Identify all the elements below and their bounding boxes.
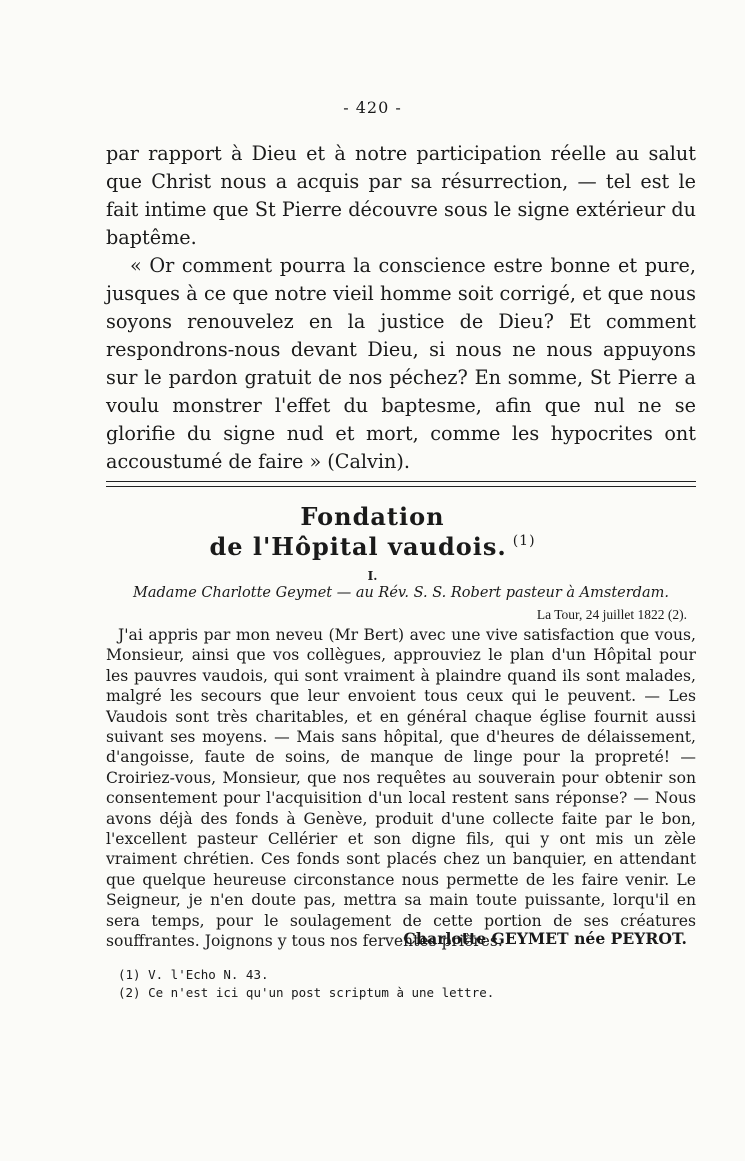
- divider: [106, 481, 696, 482]
- letter-paragraph: J'ai appris par mon neveu (Mr Bert) avec une vive satisfaction que vous, Monsieur, ainsi que vos collègues, approuviez le plan d'un Hôpital pour les pauvres vaudois, qui sont vraiment à plaindre quand ils sont malades, malgré les secours que leur envoient tous ceux qui le peuvent. — Les Vaudois sont très charitables, et en général chaque église fournit aussi suivant ses moyens. — Mais sans hôpital, que d'heures de délaissement, d'angoisse, faute de soins, de manque de linge pour la propreté! — Croiriez-vous, Monsieur, que nos requêtes au souverain pour obtenir son consentement pour l'acquisition d'un local restent sans réponse? — Nous avons déjà des fonds à Genève, produit d'une collecte faite par le bon, l'excellent pasteur Cellérier et son digne fils, qui y ont mis un zèle vraiment chrétien. Ces fonds sont placés chez un banquier, en attendant que quelque heureuse circonstance nous permette de les faire venir. Le Seigneur, je n'en doute pas, mettra sa main toute puissante, lorqu'il en sera temps, pour le soulagement de cette portion de ses créatures souffrantes. Joignons y tous nos ferventes prières.: [106, 626, 696, 951]
- paragraph: « Or comment pourra la conscience estre bonne et pure, jusques à ce que notre vieil homme soit corrigé, et que nous soyons renouvelez en la justice de Dieu? Et comment respondrons-nous devant Dieu, si nous ne nous appuyons sur le pardon gratuit de nos péchez? En somme, St Pierre a voulu monstrer l'effet du baptesme, afin que nul ne se glorifie du signe nud et mort, comme les hypocrites ont accoustumé de faire » (Calvin).: [106, 254, 696, 473]
- page-number: - 420 -: [343, 98, 402, 117]
- section-title-text: de l'Hôpital vaudois.: [209, 532, 507, 561]
- section-title-line2: [0, 532, 745, 561]
- letter-date: La Tour, 24 juillet 1822 (2).: [536, 607, 687, 622]
- footnote-ref: (1): [512, 533, 536, 549]
- footnote: (2) Ce n'est ici qu'un post scriptum à une lettre.: [118, 985, 495, 1000]
- letter-number: I.: [367, 569, 378, 583]
- paragraph: par rapport à Dieu et à notre participation réelle au salut que Christ nous a acquis par sa résurrection, — tel est le fait intime que St Pierre découvre sous le signe extérieur du baptême.: [106, 142, 696, 249]
- letter-body: [106, 625, 696, 952]
- main-text: [106, 140, 696, 476]
- divider: [106, 486, 696, 487]
- footnotes: [118, 966, 678, 1002]
- signature: Charlotte GEYMET née PEYROT.: [403, 929, 687, 948]
- section-title-line1: Fondation: [300, 502, 445, 531]
- letter-heading: Madame Charlotte Geymet — au Rév. S. S. Robert pasteur à Amsterdam.: [133, 585, 669, 601]
- footnote: (1) V. l'Echo N. 43.: [118, 967, 269, 982]
